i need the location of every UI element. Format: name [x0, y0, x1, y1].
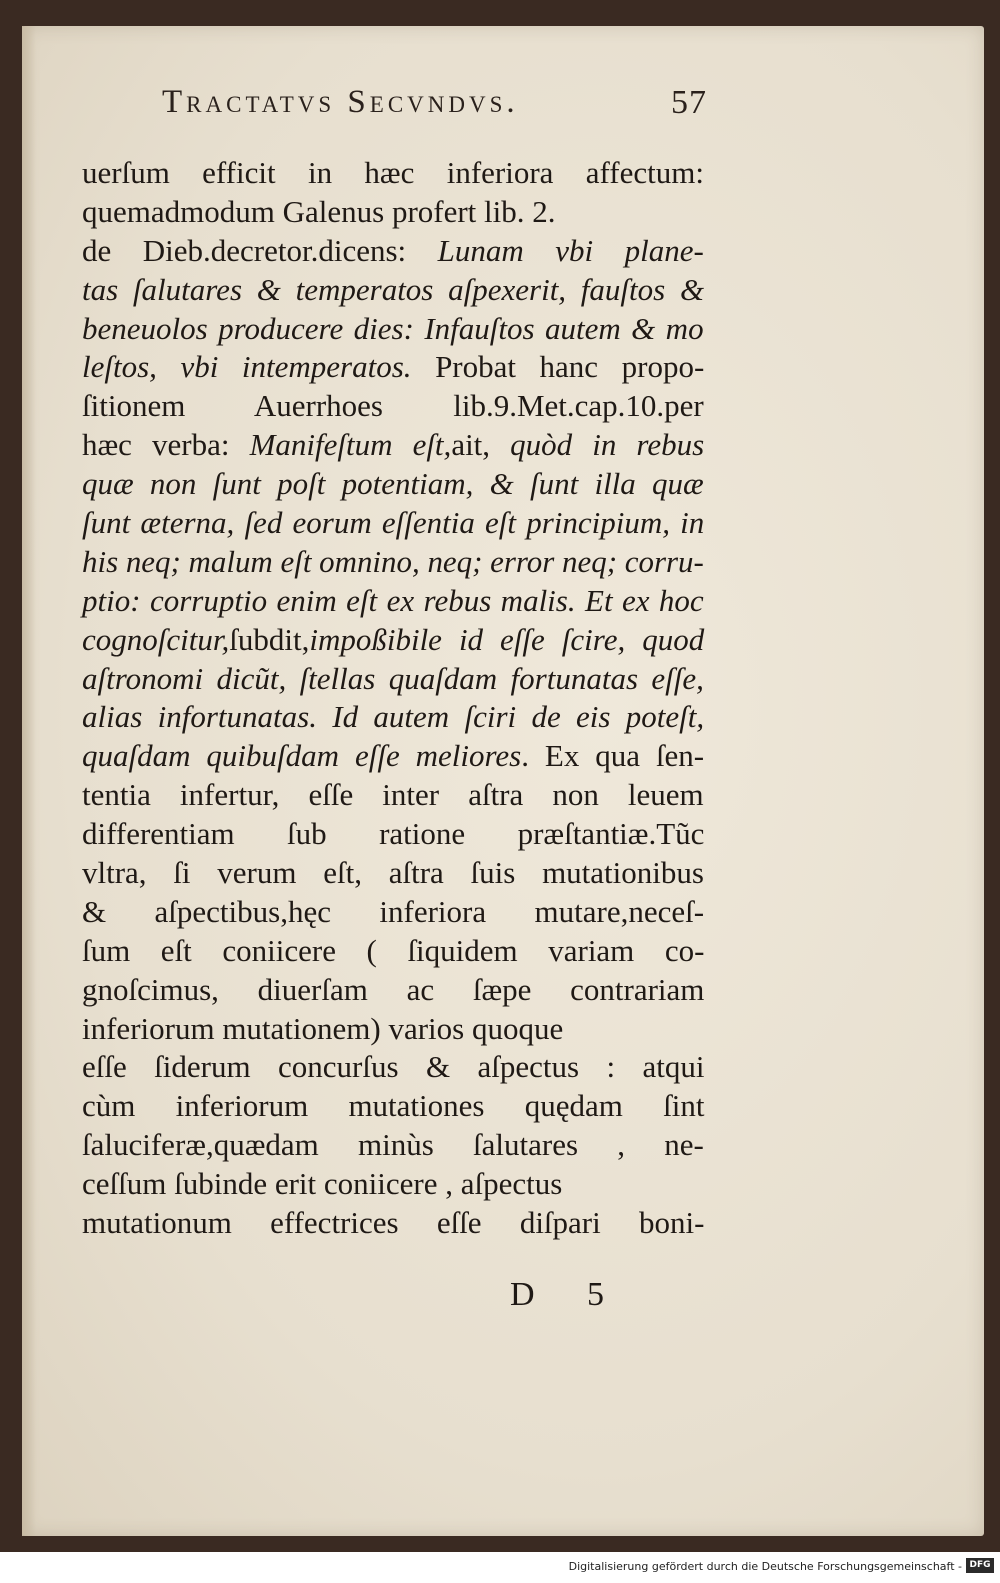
text-line — [82, 1126, 704, 1165]
roman-segment: ait, — [451, 427, 511, 463]
roman-segment: hæc verba: — [82, 427, 250, 463]
italic-segment: aſtronomi dicũt, ſtellas quaſdam fortunatas eſſe, — [82, 660, 704, 696]
text-line — [82, 815, 704, 854]
italic-segment: quaſdam quibuſdam eſſe meliores — [82, 738, 522, 774]
text-line — [82, 854, 704, 893]
text-line — [82, 232, 704, 271]
running-head: Tractatvs Secvndvs. — [162, 84, 519, 120]
funding-credit: Digitalisierung gefördert durch die Deutsche Forschungsgemeinschaft - — [568, 1560, 962, 1573]
roman-segment: . Ex qua ſen- — [521, 738, 705, 774]
italic-segment: Manifeſtum eſt, — [249, 427, 452, 463]
roman-segment: mutationum effectrices eſſe diſpari boni- — [82, 1205, 705, 1241]
text-line — [82, 1048, 704, 1087]
text-line — [82, 660, 704, 699]
roman-segment: quemadmodum Galenus profert lib. 2. — [82, 193, 556, 229]
roman-segment: differentiam ſub ratione præſtantiæ.Tũc — [82, 816, 705, 852]
italic-segment: alias infortunatas. Id autem ſciri de eis poteſt, — [82, 699, 705, 735]
roman-segment: ſum eſt coniicere ( ſiquidem variam co- — [82, 932, 705, 968]
text-line — [82, 698, 704, 737]
text-line — [82, 621, 704, 660]
roman-segment: eſſe ſiderum concurſus & aſpectus : atqui — [82, 1049, 705, 1085]
roman-segment: de Dieb.decretor.dicens: — [82, 232, 438, 268]
page-header — [162, 84, 707, 134]
text-line — [82, 776, 704, 815]
text-line — [82, 154, 704, 193]
italic-segment: ſunt æterna, ſed eorum eſſentia eſt principium, in — [82, 505, 705, 541]
text-line — [82, 310, 704, 349]
page-gutter — [22, 26, 36, 1536]
text-line — [82, 348, 704, 387]
page-number: 57 — [671, 84, 707, 121]
roman-segment: uerſum efficit in hæc inferiora affectum: — [82, 155, 704, 190]
italic-segment: beneuolos producere dies: Infauſtos autem & mo — [82, 310, 704, 346]
signature-mark: D 5 — [510, 1276, 627, 1313]
roman-segment: ſubdit, — [229, 621, 310, 657]
dfg-logo: DFG — [966, 1558, 994, 1573]
roman-segment: ſaluciferæ,quædam minùs ſalutares , ne- — [82, 1127, 704, 1163]
italic-segment: ptio: corruptio enim eſt ex rebus malis. Et ex hoc — [82, 582, 704, 618]
roman-segment: tentia infertur, eſſe inter aſtra non leuem — [82, 777, 704, 813]
italic-segment: tas ſalutares & temperatos aſpexerit, fauſtos & — [82, 271, 705, 307]
italic-segment: impoßibile id eſſe ſcire, quod — [309, 621, 705, 657]
text-line — [82, 193, 704, 232]
text-line — [82, 426, 704, 465]
footer-bar — [0, 1552, 1000, 1583]
text-line — [82, 543, 703, 582]
text-line — [82, 971, 704, 1010]
text-line — [82, 465, 704, 504]
italic-segment: leſtos, vbi intemperatos. — [82, 349, 412, 385]
text-line — [82, 1204, 704, 1243]
italic-segment: quòd in rebus — [510, 427, 705, 463]
roman-segment: ceſſum ſubinde erit coniicere , aſpectus — [82, 1166, 563, 1202]
italic-segment: his neq; malum eſt omnino, neq; error neq; corru- — [82, 543, 704, 579]
italic-segment: Lunam vbi plane- — [437, 232, 704, 268]
text-line — [82, 582, 704, 621]
text-line — [82, 1087, 704, 1126]
text-line — [82, 932, 704, 971]
italic-segment: cognoſcitur, — [82, 621, 230, 657]
italic-segment: quæ non ſunt poſt potentiam, & ſunt illa quæ — [82, 466, 704, 502]
text-line — [82, 504, 704, 543]
roman-segment: ſitionem Auerrhoes lib.9.Met.cap.10.per — [82, 388, 704, 424]
book-page — [22, 26, 984, 1536]
text-line — [82, 737, 704, 776]
roman-segment: & aſpectibus,hęc inferiora mutare,neceſ- — [82, 893, 705, 929]
roman-segment: gnoſcimus, diuerſam ac ſæpe contrariam — [82, 971, 705, 1007]
text-line — [82, 893, 704, 932]
roman-segment: Probat hanc propo- — [411, 349, 705, 385]
roman-segment: inferiorum mutationem) varios quoque — [82, 1010, 564, 1046]
body-text — [82, 154, 704, 1243]
text-line — [82, 387, 704, 426]
roman-segment: vltra, ſi verum eſt, aſtra ſuis mutationibus — [82, 855, 704, 891]
text-line — [82, 1165, 704, 1204]
text-line — [82, 271, 704, 310]
text-line — [82, 1010, 704, 1049]
roman-segment: cùm inferiorum mutationes quędam ſint — [82, 1088, 705, 1124]
